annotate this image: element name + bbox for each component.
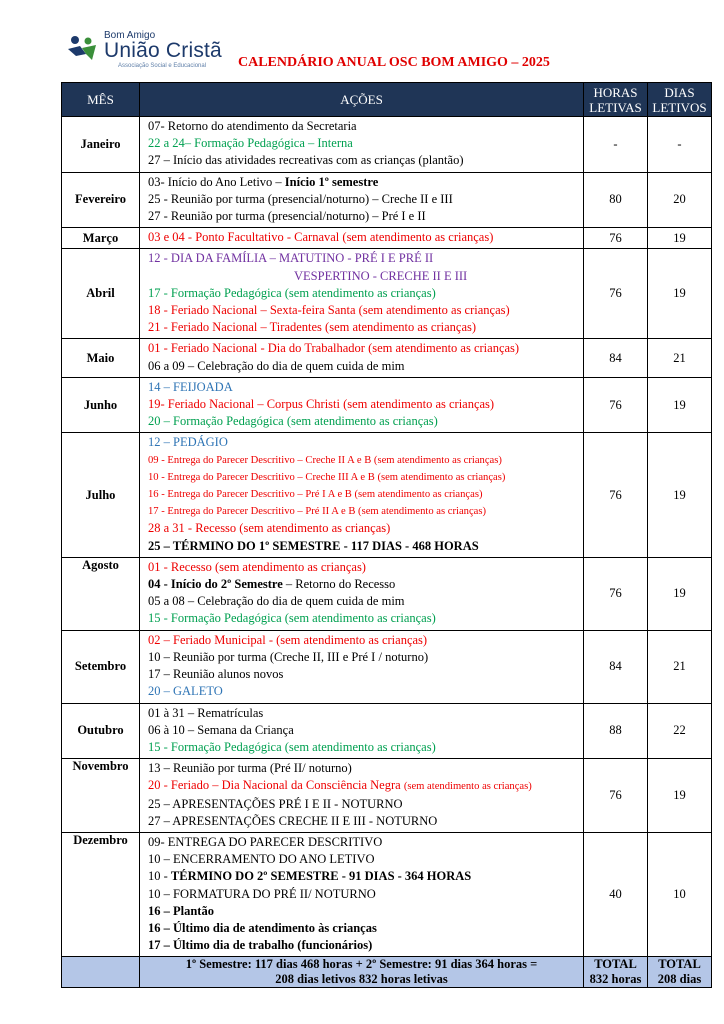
month-actions [140, 557, 584, 630]
action-line [148, 135, 583, 152]
month-name: Setembro [62, 630, 140, 703]
action-text: 27 – APRESENTAÇÕES CRECHE II E III - NOTURNO [148, 813, 438, 828]
action-text: 10 - Entrega do Parecer Descritivo – Creche III A e B (sem atendimento as crianças) [148, 471, 506, 483]
action-text: 02 – Feriado Municipal - (sem atendimento as crianças) [148, 632, 428, 647]
action-line [148, 868, 583, 885]
dias-letivos: 19 [648, 759, 712, 833]
table-row [62, 117, 712, 173]
action-line [148, 319, 583, 336]
action-line [148, 777, 583, 795]
month-actions [140, 228, 584, 249]
logo [66, 30, 236, 72]
logo-mark-icon [66, 32, 100, 66]
action-line [148, 920, 583, 937]
horas-letivas: 84 [584, 630, 648, 703]
month-actions [140, 172, 584, 228]
action-text: 19- Feriado Nacional – Corpus Christi (sem atendimento as crianças) [148, 397, 495, 412]
action-line [148, 559, 583, 576]
action-line [148, 760, 583, 777]
action-line [148, 705, 583, 722]
horas-letivas: 76 [584, 433, 648, 557]
dias-letivos: 22 [648, 703, 712, 759]
horas-letivas: 76 [584, 228, 648, 249]
horas-letivas: 76 [584, 249, 648, 339]
action-text: 10 – Reunião por turma (Creche II, III e Pré I / noturno) [148, 649, 429, 664]
total-horas-label: TOTAL [594, 957, 637, 972]
action-line [148, 576, 583, 593]
month-name: Novembro [62, 759, 140, 833]
action-line [148, 191, 583, 208]
action-line [148, 340, 583, 357]
table-row [62, 172, 712, 228]
table-row [62, 249, 712, 339]
action-text: 18 - Feriado Nacional – Sexta-feira Santa (sem atendimento as crianças) [148, 303, 510, 318]
total-dias-value: 208 dias [657, 972, 702, 987]
month-name: Outubro [62, 703, 140, 759]
action-text: 16 - Entrega do Parecer Descritivo – Pré I A e B (sem atendimento as crianças) [148, 489, 483, 501]
action-line [148, 683, 583, 700]
table-row [62, 832, 712, 956]
action-text: 10 - [148, 869, 171, 884]
table-row [62, 703, 712, 759]
action-text: 12 - DIA DA FAMÍLIA – MATUTINO - PRÉ I E PRÉ II [148, 251, 434, 266]
action-text: 01 à 31 – Rematrículas [148, 705, 264, 720]
month-actions [140, 630, 584, 703]
action-line [148, 903, 583, 920]
action-line [148, 503, 583, 520]
action-text: 17 - Entrega do Parecer Descritivo – Pré II A e B (sem atendimento as crianças) [148, 506, 486, 518]
action-text: 15 - Formação Pedagógica (sem atendimento as crianças) [148, 611, 436, 626]
action-text: 03- Início do Ano Letivo – [148, 174, 285, 189]
horas-letivas: 76 [584, 759, 648, 833]
column-header-horas: HORAS LETIVAS [584, 83, 648, 117]
action-text: 09- ENTREGA DO PARECER DESCRITIVO [148, 834, 383, 849]
action-line [148, 152, 583, 169]
action-text: 16 – Plantão [148, 903, 214, 918]
logo-small-text: Bom Amigo [104, 30, 156, 41]
action-line [148, 593, 583, 610]
dias-letivos: 21 [648, 339, 712, 377]
action-text: (sem atendimento as crianças) [403, 781, 532, 793]
horas-letivas: 76 [584, 557, 648, 630]
action-text: 09 - Entrega do Parecer Descritivo – Creche II A e B (sem atendimento as crianças) [148, 454, 502, 466]
month-name: Fevereiro [62, 172, 140, 228]
month-name: Agosto [62, 557, 140, 630]
action-text: – Retorno do Recesso [282, 577, 396, 592]
action-text: 05 a 08 – Celebração do dia de quem cuida de mim [148, 594, 405, 609]
action-text: 22 a 24– Formação Pedagógica – Interna [148, 136, 353, 151]
dias-letivos: 19 [648, 249, 712, 339]
month-actions [140, 832, 584, 956]
logo-tagline: Associação Social e Educacional [118, 63, 207, 69]
dias-letivos: - [648, 117, 712, 173]
action-text: VESPERTINO - CRECHE II E III [294, 268, 468, 283]
horas-letivas: 80 [584, 172, 648, 228]
action-line [148, 834, 583, 851]
action-text: 03 e 04 - Ponto Facultativo - Carnaval (sem atendimento as crianças) [148, 230, 494, 245]
totals-row [62, 957, 712, 988]
totals-spacer [62, 957, 140, 988]
action-text: 06 a 09 – Celebração do dia de quem cuida de mim [148, 358, 405, 373]
action-text: 01 - Recesso (sem atendimento as crianças) [148, 559, 366, 574]
action-text: 27 - Reunião por turma (presencial/noturno) – Pré I e II [148, 209, 426, 224]
action-text: 04 - Início do 2º Semestre [148, 577, 283, 592]
action-line [148, 208, 583, 225]
page-title: CALENDÁRIO ANUAL OSC BOM AMIGO – 2025 [238, 55, 550, 70]
dias-letivos: 19 [648, 557, 712, 630]
total-horas [584, 957, 648, 988]
action-text: 16 – Último dia de atendimento às crianças [148, 920, 377, 935]
action-text: 10 – FORMATURA DO PRÉ II/ NOTURNO [148, 886, 376, 901]
dias-letivos: 19 [648, 377, 712, 433]
action-text: 13 – Reunião por turma (Pré II/ noturno) [148, 761, 352, 776]
action-text: 25 - Reunião por turma (presencial/noturno) – Creche II e III [148, 191, 453, 206]
action-line [148, 486, 583, 503]
horas-letivas: - [584, 117, 648, 173]
action-line [148, 520, 583, 537]
totals-summary-line1: 1º Semestre: 117 dias 468 horas + 2º Semestre: 91 dias 364 horas = [185, 957, 538, 972]
table-row [62, 759, 712, 833]
month-actions [140, 703, 584, 759]
horas-letivas: 76 [584, 377, 648, 433]
action-text: 28 a 31 - Recesso (sem atendimento as crianças) [148, 521, 391, 536]
horas-letivas: 40 [584, 832, 648, 956]
column-header-acoes: AÇÕES [140, 83, 584, 117]
action-text: 14 – FEIJOADA [148, 379, 233, 394]
calendar-table [61, 82, 712, 988]
month-name: Março [62, 228, 140, 249]
dias-letivos: 20 [648, 172, 712, 228]
action-text: 20 - Feriado – Dia Nacional da Consciência Negra [148, 778, 404, 793]
dias-letivos: 19 [648, 228, 712, 249]
column-header-dias: DIAS LETIVOS [648, 83, 712, 117]
action-line [148, 268, 583, 285]
action-line [148, 632, 583, 649]
total-dias-label: TOTAL [658, 957, 701, 972]
action-line [148, 434, 583, 451]
month-name: Julho [62, 433, 140, 557]
month-name: Abril [62, 249, 140, 339]
action-line [148, 413, 583, 430]
month-name: Junho [62, 377, 140, 433]
action-text: 25 – TÉRMINO DO 1º SEMESTRE - 117 DIAS - 468 HORAS [148, 538, 479, 553]
month-name: Janeiro [62, 117, 140, 173]
dias-letivos: 21 [648, 630, 712, 703]
month-name: Maio [62, 339, 140, 377]
action-line [148, 229, 583, 246]
action-line [148, 396, 583, 413]
action-line [148, 452, 583, 469]
totals-summary [140, 957, 584, 988]
action-line [148, 469, 583, 486]
month-actions [140, 249, 584, 339]
action-text: 25 – APRESENTAÇÕES PRÉ I E II - NOTURNO [148, 796, 403, 811]
action-text: 21 - Feriado Nacional – Tiradentes (sem atendimento as crianças) [148, 320, 477, 335]
action-text: 10 – ENCERRAMENTO DO ANO LETIVO [148, 852, 375, 867]
month-actions [140, 339, 584, 377]
action-line [148, 379, 583, 396]
month-name: Dezembro [62, 832, 140, 956]
action-text: 15 - Formação Pedagógica (sem atendimento as crianças) [148, 739, 436, 754]
action-text: 01 - Feriado Nacional - Dia do Trabalhador (sem atendimento as crianças) [148, 341, 520, 356]
action-line [148, 886, 583, 903]
action-line [148, 250, 583, 267]
action-line [148, 739, 583, 756]
total-horas-value: 832 horas [589, 972, 642, 987]
horas-letivas: 88 [584, 703, 648, 759]
action-line [148, 610, 583, 627]
action-line [148, 796, 583, 813]
action-line [148, 538, 583, 555]
action-text: 17 – Último dia de trabalho (funcionários) [148, 938, 373, 953]
table-row [62, 377, 712, 433]
action-text: 07- Retorno do atendimento da Secretaria [148, 119, 357, 133]
action-line [148, 666, 583, 683]
calendar-body [62, 117, 712, 957]
totals-summary-line2: 208 dias letivos 832 horas letivas [275, 972, 448, 987]
month-actions [140, 759, 584, 833]
action-line [148, 302, 583, 319]
table-row [62, 339, 712, 377]
action-line [148, 118, 583, 135]
month-actions [140, 377, 584, 433]
action-text: 06 à 10 – Semana da Criança [148, 722, 294, 737]
dias-letivos: 19 [648, 433, 712, 557]
table-row [62, 433, 712, 557]
action-line [148, 285, 583, 302]
total-dias [648, 957, 712, 988]
action-text: 12 – PEDÁGIO [148, 435, 228, 450]
action-line [148, 358, 583, 375]
month-actions [140, 117, 584, 173]
column-header-mes: MÊS [62, 83, 140, 117]
action-line [148, 174, 583, 191]
table-row [62, 630, 712, 703]
horas-letivas: 84 [584, 339, 648, 377]
action-text: Início 1º semestre [284, 174, 379, 189]
month-actions [140, 433, 584, 557]
table-header-row [62, 83, 712, 117]
action-line [148, 649, 583, 666]
action-line [148, 722, 583, 739]
dias-letivos: 10 [648, 832, 712, 956]
action-text: 27 – Início das atividades recreativas com as crianças (plantão) [148, 153, 464, 168]
action-line [148, 813, 583, 830]
table-row [62, 557, 712, 630]
action-text: 20 – Formação Pedagógica (sem atendimento as crianças) [148, 414, 438, 429]
action-text: 17 – Reunião alunos novos [148, 667, 284, 682]
table-row [62, 228, 712, 249]
logo-name: União Cristã [104, 39, 222, 62]
action-text: 20 – GALETO [148, 684, 223, 699]
action-text: 17 - Formação Pedagógica (sem atendimento as crianças) [148, 285, 436, 300]
action-line [148, 937, 583, 954]
action-text: TÉRMINO DO 2º SEMESTRE - 91 DIAS - 364 HORAS [170, 869, 472, 884]
action-line [148, 851, 583, 868]
